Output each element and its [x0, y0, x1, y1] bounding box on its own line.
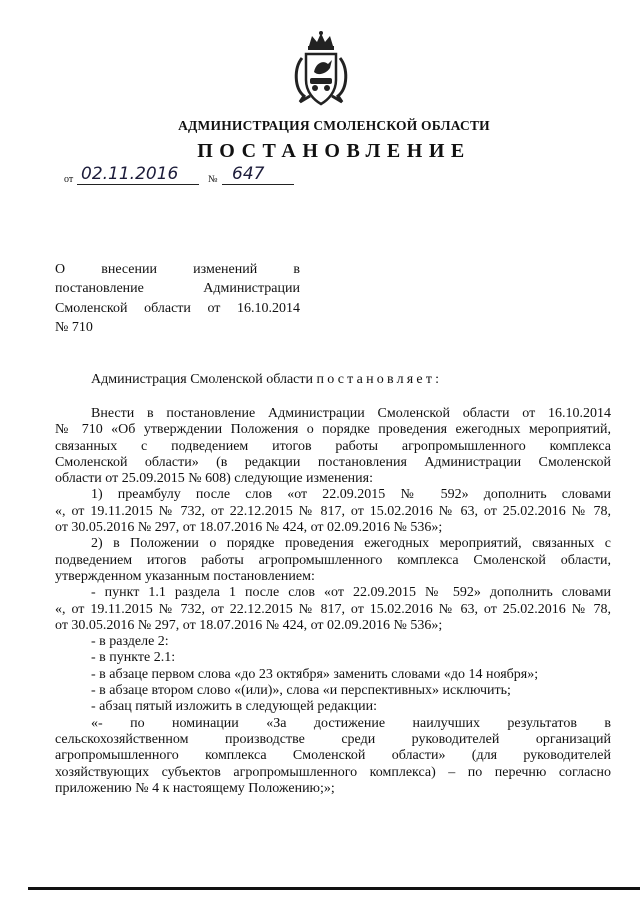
number-label: №: [208, 174, 218, 185]
body-line: «, от 19.11.2015 № 732, от 22.12.2015 № 817, от 15.02.2016 № 63, от 25.02.2016 № 78,: [55, 601, 611, 617]
body-line: утвержденном указанным постановлением:: [55, 568, 315, 584]
body-line: - в абзаце втором слово «(или)», слова «и перспективных» исключить;: [91, 683, 511, 699]
number-underline: [222, 184, 294, 185]
subject-line: О внесении изменений в: [55, 262, 300, 277]
body-line: - пункт 1.1 раздела 1 после слов «от 22.09.2015 № 592» дополнить словами: [91, 585, 611, 601]
page-bottom-border: [28, 887, 640, 890]
body-line: агропромышленного комплекса Смоленской области» (для руководителей: [55, 748, 611, 764]
date-label: от: [64, 174, 74, 185]
document-body: [55, 406, 611, 797]
body-line: приложению № 4 к настоящему Положению;»;: [55, 780, 335, 796]
preamble-verb: постановляет:: [316, 372, 443, 387]
document-type: ПОСТАНОВЛЕНИЕ: [197, 140, 471, 162]
body-line: - в абзаце первом слова «до 23 октября» заменить словами «до 14 ноября»;: [91, 666, 539, 682]
body-line: области от 25.09.2015 № 608) следующие изменения:: [55, 471, 373, 487]
organization-name: АДМИНИСТРАЦИЯ СМОЛЕНСКОЙ ОБЛАСТИ: [178, 118, 490, 133]
body-line: № 710 «Об утверждении Положения о порядке проведения ежегодных мероприятий,: [55, 422, 611, 438]
body-line: «- по номинации «За достижение наилучших результатов в: [91, 715, 611, 731]
subject-line: постановление Администрации: [55, 281, 300, 297]
date-number-line: [64, 164, 304, 188]
number-value: 647: [232, 164, 265, 184]
body-line: - абзац пятый изложить в следующей редакции:: [91, 699, 377, 715]
body-line: 1) преамбулу после слов «от 22.09.2015 № 592» дополнить словами: [91, 487, 611, 503]
subject-line: Смоленской области от 16.10.2014: [55, 300, 300, 316]
body-line: 2) в Положении о порядке проведения ежегодных мероприятий, связанных с: [91, 536, 611, 552]
body-line: - в разделе 2:: [91, 634, 169, 650]
body-line: сельскохозяйственном производстве среди руководителей организаций: [55, 731, 611, 747]
date-value: 02.11.2016: [81, 164, 179, 184]
body-line: от 30.05.2016 № 297, от 18.07.2016 № 424, от 02.09.2016 № 536»;: [55, 520, 443, 536]
preamble-text: Администрация Смоленской области: [91, 372, 317, 387]
coat-of-arms-icon: [290, 30, 352, 108]
subject-line: № 710: [55, 319, 93, 335]
body-line: Смоленской области» (в редакции постановления Администрации Смоленской: [55, 454, 611, 470]
body-line: «, от 19.11.2015 № 732, от 22.12.2015 № 817, от 15.02.2016 № 63, от 25.02.2016 № 78,: [55, 503, 611, 519]
body-line: хозяйствующих субъектов агропромышленного комплекса) – по перечню согласно: [55, 764, 611, 780]
body-line: связанных с подведением итогов работы агропромышленного комплекса: [55, 438, 611, 454]
body-line: подведением итогов работы агропромышленного комплекса Смоленской области,: [55, 552, 611, 568]
body-line: - в пункте 2.1:: [91, 650, 176, 666]
preamble: [91, 372, 442, 388]
body-line: Внести в постановление Администрации Смоленской области от 16.10.2014: [91, 406, 611, 421]
date-underline: [77, 184, 199, 185]
document-subject: [55, 260, 300, 337]
body-line: от 30.05.2016 № 297, от 18.07.2016 № 424, от 02.09.2016 № 536»;: [55, 617, 443, 633]
